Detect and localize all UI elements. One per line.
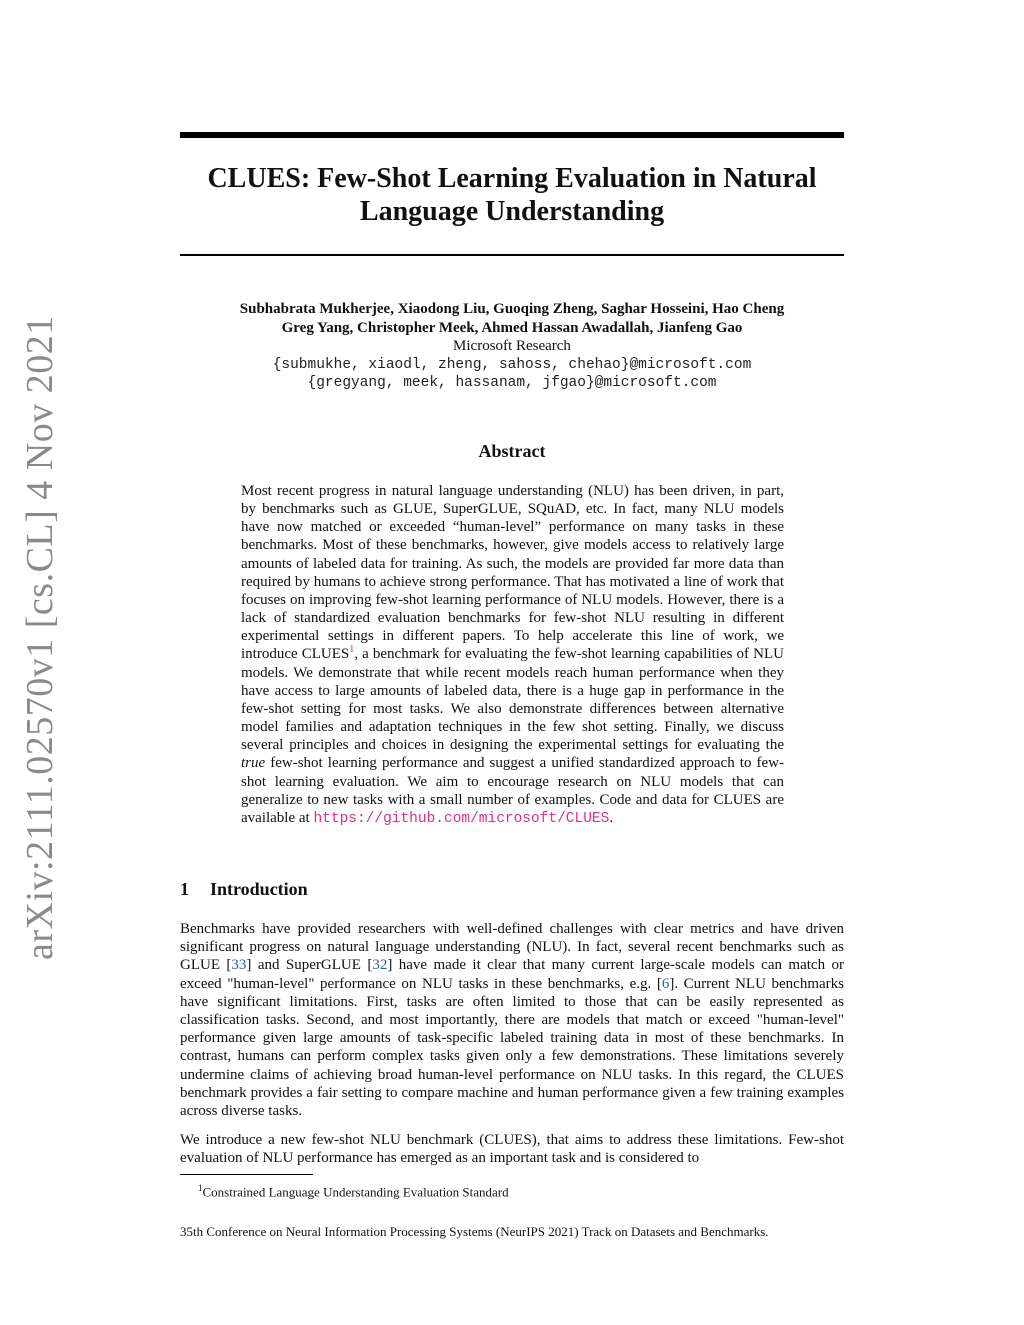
section-title: Introduction — [210, 879, 308, 899]
email-line-1: {submukhe, xiaodl, zheng, sahoss, chehao}@microsoft.com — [272, 356, 752, 373]
author-block — [180, 300, 844, 393]
email-line-2: {gregyang, meek, hassanam, jfgao}@microsoft.com — [307, 375, 717, 391]
abstract-heading: Abstract — [478, 441, 546, 461]
footnote-marker-link[interactable]: 1 — [349, 644, 355, 656]
citation-link-33[interactable]: 33 — [231, 957, 247, 974]
footnote-number: 1 — [198, 1183, 203, 1193]
abstract-italic-true: true — [241, 755, 266, 772]
affiliation: Microsoft Research — [453, 338, 571, 354]
section-heading-introduction — [180, 879, 308, 900]
abstract-text-end: . — [609, 809, 614, 826]
paper-title: CLUES: Few-Shot Learning Evaluation in Natural Language Understanding — [207, 163, 817, 227]
intro-paragraph-2: We introduce a new few-shot NLU benchmark (CLUES), that aims to address these limitations. Few-shot evaluation of NLU performance has emerged as an important task and is considered to — [180, 1132, 844, 1167]
footnote-divider — [180, 1174, 313, 1175]
abstract-text-part-3: few-shot learning performance and suggest a unified standardized approach to few-shot learning evaluation. We aim to encourage research on NLU models that can generalize to new tasks with a small number of examples. Code and data for CLUES are available at — [241, 755, 784, 826]
footnote-text: Constrained Language Understanding Evaluation Standard — [202, 1184, 509, 1200]
citation-link-32[interactable]: 32 — [372, 957, 388, 974]
author-names-line-2: Greg Yang, Christopher Meek, Ahmed Hassan Awadallah, Jianfeng Gao — [281, 319, 743, 336]
arxiv-identifier-stamp: arXiv:2111.02570v1 [cs.CL] 4 Nov 2021 — [19, 315, 61, 960]
title-bottom-rule — [180, 254, 844, 256]
citation-link-6[interactable]: 6 — [661, 975, 670, 992]
abstract-text-part-2: , a benchmark for evaluating the few-shot learning capabilities of NLU models. We demonstrate that while recent models reach human performance when they have access to large amounts of labeled data, there is a huge gap in performance in the few-shot setting for most tasks. We also demonstrate differences between alternative model families and adaptation techniques in the few shot setting. Finally, we discuss several principles and choices in designing the experimental settings for evaluating the — [241, 646, 784, 754]
intro-p1-text-c: ] have made it clear that many current large-scale models can match or exceed "human-level" performance on NLU tasks in these benchmarks, e.g. [ — [180, 957, 844, 992]
footnote — [198, 1180, 509, 1200]
section-number: 1 — [180, 879, 189, 899]
venue-footer: 35th Conference on Neural Information Processing Systems (NeurIPS 2021) Track on Datasets and Benchmarks. — [180, 1224, 769, 1239]
abstract-text-part-1: Most recent progress in natural language understanding (NLU) has been driven, in part, by benchmarks such as GLUE, SuperGLUE, SQuAD, etc. In fact, many NLU models have now matched or exceeded “human-level” performance on many tasks in these benchmarks. Most of these benchmarks, however, give models access to relatively large amounts of labeled data for training. As such, the models are provided far more data than required by humans to achieve strong performance. That has motivated a line of work that focuses on improving few-shot learning performance of NLU models. However, there is a lack of standardized evaluation benchmarks for few-shot NLU resulting in different experimental settings in different papers. To help accelerate this line of work, we introduce CLUES — [241, 483, 784, 663]
title-top-rule — [180, 132, 844, 138]
abstract-body — [241, 482, 784, 828]
intro-p1-text-d: ]. Current NLU benchmarks have significant limitations. First, tasks are often limited to those that can be easily represented as classification tasks. Second, and most importantly, there are models that match or exceed "human-level" performance given large amounts of task-specific labeled training data in most of these benchmarks. In contrast, humans can perform complex tasks given only a few demonstrations. These limitations severely undermine claims of achieving broad human-level performance on NLU tasks. In this regard, the CLUES benchmark provides a fair setting to compare machine and human performance given a few training examples across diverse tasks. — [180, 975, 844, 1120]
intro-paragraph-1 — [180, 920, 844, 1120]
intro-p1-text-b: ] and SuperGLUE [ — [246, 957, 373, 974]
author-names-line-1: Subhabrata Mukherjee, Xiaodong Liu, Guoqing Zheng, Saghar Hosseini, Hao Cheng — [239, 301, 785, 317]
intro-p1-text-a: Benchmarks have provided researchers with well-defined challenges with clear metrics and have driven significant progress on natural language understanding (NLU). In fact, several recent benchmarks such as GLUE [ — [180, 921, 844, 974]
github-link[interactable]: https://github.com/microsoft/CLUES — [313, 810, 610, 827]
